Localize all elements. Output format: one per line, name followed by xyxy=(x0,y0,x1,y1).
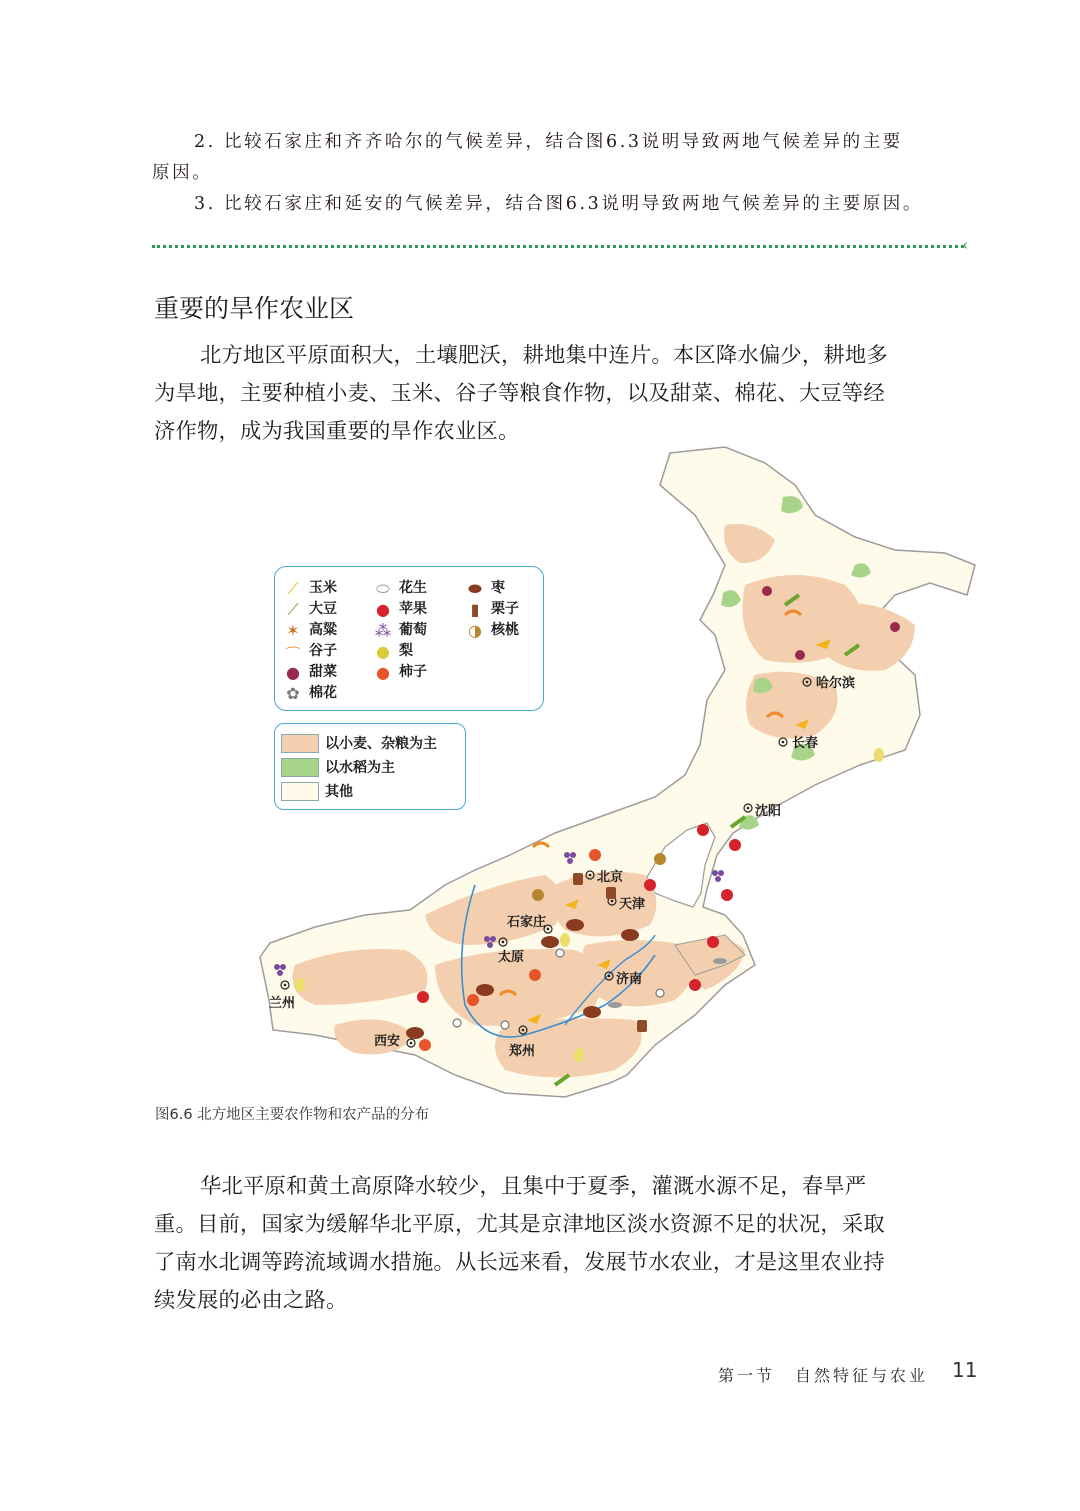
figure-caption: 图6.6 北方地区主要农作物和农产品的分布 xyxy=(155,1107,430,1123)
jujube-icon xyxy=(583,1006,601,1018)
footer-chapter: 自然特征与农业 xyxy=(795,1366,929,1385)
legend-label: 玉米 xyxy=(309,580,337,596)
apple-icon xyxy=(697,824,709,836)
cotton-icon xyxy=(556,949,564,957)
city-label: 天津 xyxy=(619,897,646,912)
legend-label: 棉花 xyxy=(309,685,337,701)
apple-icon xyxy=(644,879,656,891)
legend-item-peanut xyxy=(375,577,427,597)
city-label: 石家庄 xyxy=(507,915,547,930)
chestnut-icon xyxy=(637,1020,647,1032)
dotted-divider xyxy=(152,245,964,248)
legend-label: 花生 xyxy=(399,580,427,596)
pear-icon xyxy=(560,933,570,947)
apple-icon xyxy=(417,991,429,1003)
question-3: 3. 比较石家庄和延安的气候差异，结合图6.3说明导致两地气候差异的主要原因。 xyxy=(194,194,923,214)
jujube-icon xyxy=(406,1027,424,1039)
legend-label: 柿子 xyxy=(399,664,427,680)
apple-icon xyxy=(689,979,701,991)
legend-item-walnut xyxy=(467,619,519,639)
paragraph-1-line: 北方地区平原面积大，土壤肥沃，耕地集中连片。本区降水偏少，耕地多 xyxy=(200,343,888,368)
city-label: 太原 xyxy=(498,950,525,965)
walnut-icon: ◑ xyxy=(468,621,482,640)
swatch-rice xyxy=(281,758,319,777)
paragraph-1-line: 为旱地，主要种植小麦、玉米、谷子等粮食作物，以及甜菜、棉花、大豆等经 xyxy=(154,381,885,406)
paragraph-2 xyxy=(154,1168,984,1320)
city-label: 哈尔滨 xyxy=(816,676,856,691)
apple-icon xyxy=(707,936,719,948)
peanut-icon xyxy=(713,958,727,964)
legend-label-rice: 以水稻为主 xyxy=(325,760,395,776)
pear-icon xyxy=(874,748,884,762)
legend-label: 枣 xyxy=(491,580,505,596)
jujube-icon xyxy=(621,929,639,941)
legend-item-cotton xyxy=(285,682,337,702)
jujube-icon: ⬬ xyxy=(468,579,482,598)
city-label: 济南 xyxy=(616,972,643,987)
peanut-icon: ⬭ xyxy=(376,579,390,598)
legend-item-sorghum xyxy=(285,619,337,639)
city-label: 兰州 xyxy=(269,996,296,1011)
legend-label: 栗子 xyxy=(491,601,519,617)
cotton-icon: ✿ xyxy=(286,684,300,703)
legend-label: 葡萄 xyxy=(399,622,427,638)
peanut-icon xyxy=(608,1002,622,1008)
paragraph-2-line: 续发展的必由之路。 xyxy=(154,1288,348,1313)
beet-icon xyxy=(795,650,805,660)
question-2-line1: 2. 比较石家庄和齐齐哈尔的气候差异，结合图6.3说明导致两地气候差异的主要 xyxy=(194,132,903,152)
cotton-icon xyxy=(453,1019,461,1027)
legend-label: 甜菜 xyxy=(309,664,337,680)
jujube-icon xyxy=(566,919,584,931)
legend-item-soybean xyxy=(285,598,337,618)
section-title: 重要的旱作农业区 xyxy=(154,294,355,323)
pear-icon: ● xyxy=(376,642,390,661)
divider-end-icon: ‹ xyxy=(962,236,968,254)
legend-label: 大豆 xyxy=(309,601,337,617)
chestnut-icon: ▮ xyxy=(470,600,480,619)
pear-icon xyxy=(295,978,305,992)
beet-icon xyxy=(890,622,900,632)
beet-icon: ● xyxy=(286,663,300,682)
persimmon-icon: ● xyxy=(376,663,390,682)
beet-icon xyxy=(762,586,772,596)
chestnut-icon xyxy=(573,873,583,885)
swatch-other xyxy=(281,782,319,801)
persimmon-icon xyxy=(589,849,601,861)
cotton-icon xyxy=(501,1021,509,1029)
legend-label: 苹果 xyxy=(399,601,427,617)
chestnut-icon xyxy=(606,887,616,899)
sorghum-icon: ✶ xyxy=(286,621,300,640)
legend-label-other: 其他 xyxy=(325,784,353,800)
legend-item-millet xyxy=(285,640,337,664)
city-label: 郑州 xyxy=(509,1044,536,1059)
legend-item-pear xyxy=(375,640,413,660)
walnut-icon xyxy=(654,853,666,865)
apple-icon xyxy=(721,889,733,901)
grape-icon xyxy=(712,870,724,882)
grape-icon: ⁂ xyxy=(375,621,391,640)
legend-item-persimmon xyxy=(375,661,427,681)
city-label: 沈阳 xyxy=(755,804,782,819)
persimmon-icon xyxy=(529,969,541,981)
crops-legend xyxy=(274,566,544,711)
millet-icon: ⌒ xyxy=(285,645,302,664)
city-label: 西安 xyxy=(374,1034,401,1049)
paragraph-2-line: 了南水北调等跨流域调水措施。从长远来看，发展节水农业，才是这里农业持 xyxy=(154,1250,885,1275)
jujube-icon xyxy=(476,984,494,996)
persimmon-icon xyxy=(467,994,479,1006)
legend-item-corn xyxy=(285,577,337,597)
legend-item-chestnut xyxy=(467,598,519,618)
corn-icon: ⟋ xyxy=(287,579,299,598)
paragraph-2-line: 华北平原和黄土高原降水较少，且集中于夏季，灌溉水源不足，春旱严 xyxy=(200,1174,867,1199)
legend-label: 高粱 xyxy=(309,622,337,638)
legend-label-wheat: 以小麦、杂粮为主 xyxy=(325,736,437,752)
page-number: 11 xyxy=(952,1358,978,1382)
area-legend xyxy=(274,723,466,810)
swatch-wheat xyxy=(281,734,319,753)
legend-item-beet xyxy=(285,661,337,681)
pear-icon xyxy=(574,1048,584,1062)
paragraph-1 xyxy=(154,337,984,451)
soybean-icon: ⟋ xyxy=(287,600,299,619)
legend-item-grape xyxy=(375,619,427,639)
paragraph-2-line: 重。目前，国家为缓解华北平原，尤其是京津地区淡水资源不足的状况，采取 xyxy=(154,1212,885,1237)
city-label: 长春 xyxy=(792,736,819,751)
footer-section: 第一节 xyxy=(718,1366,776,1385)
apple-icon: ● xyxy=(376,600,390,619)
legend-label: 谷子 xyxy=(309,643,337,659)
question-2-line2: 原因。 xyxy=(152,163,213,183)
city-label: 北京 xyxy=(597,870,624,885)
legend-item-jujube xyxy=(467,577,505,597)
legend-label: 核桃 xyxy=(491,622,519,638)
legend-label: 梨 xyxy=(399,643,413,659)
jujube-icon xyxy=(541,936,559,948)
legend-item-apple xyxy=(375,598,427,618)
walnut-icon xyxy=(532,889,544,901)
paragraph-1-line: 济作物，成为我国重要的旱作农业区。 xyxy=(154,419,520,444)
persimmon-icon xyxy=(419,1039,431,1051)
cotton-icon xyxy=(656,989,664,997)
apple-icon xyxy=(729,839,741,851)
